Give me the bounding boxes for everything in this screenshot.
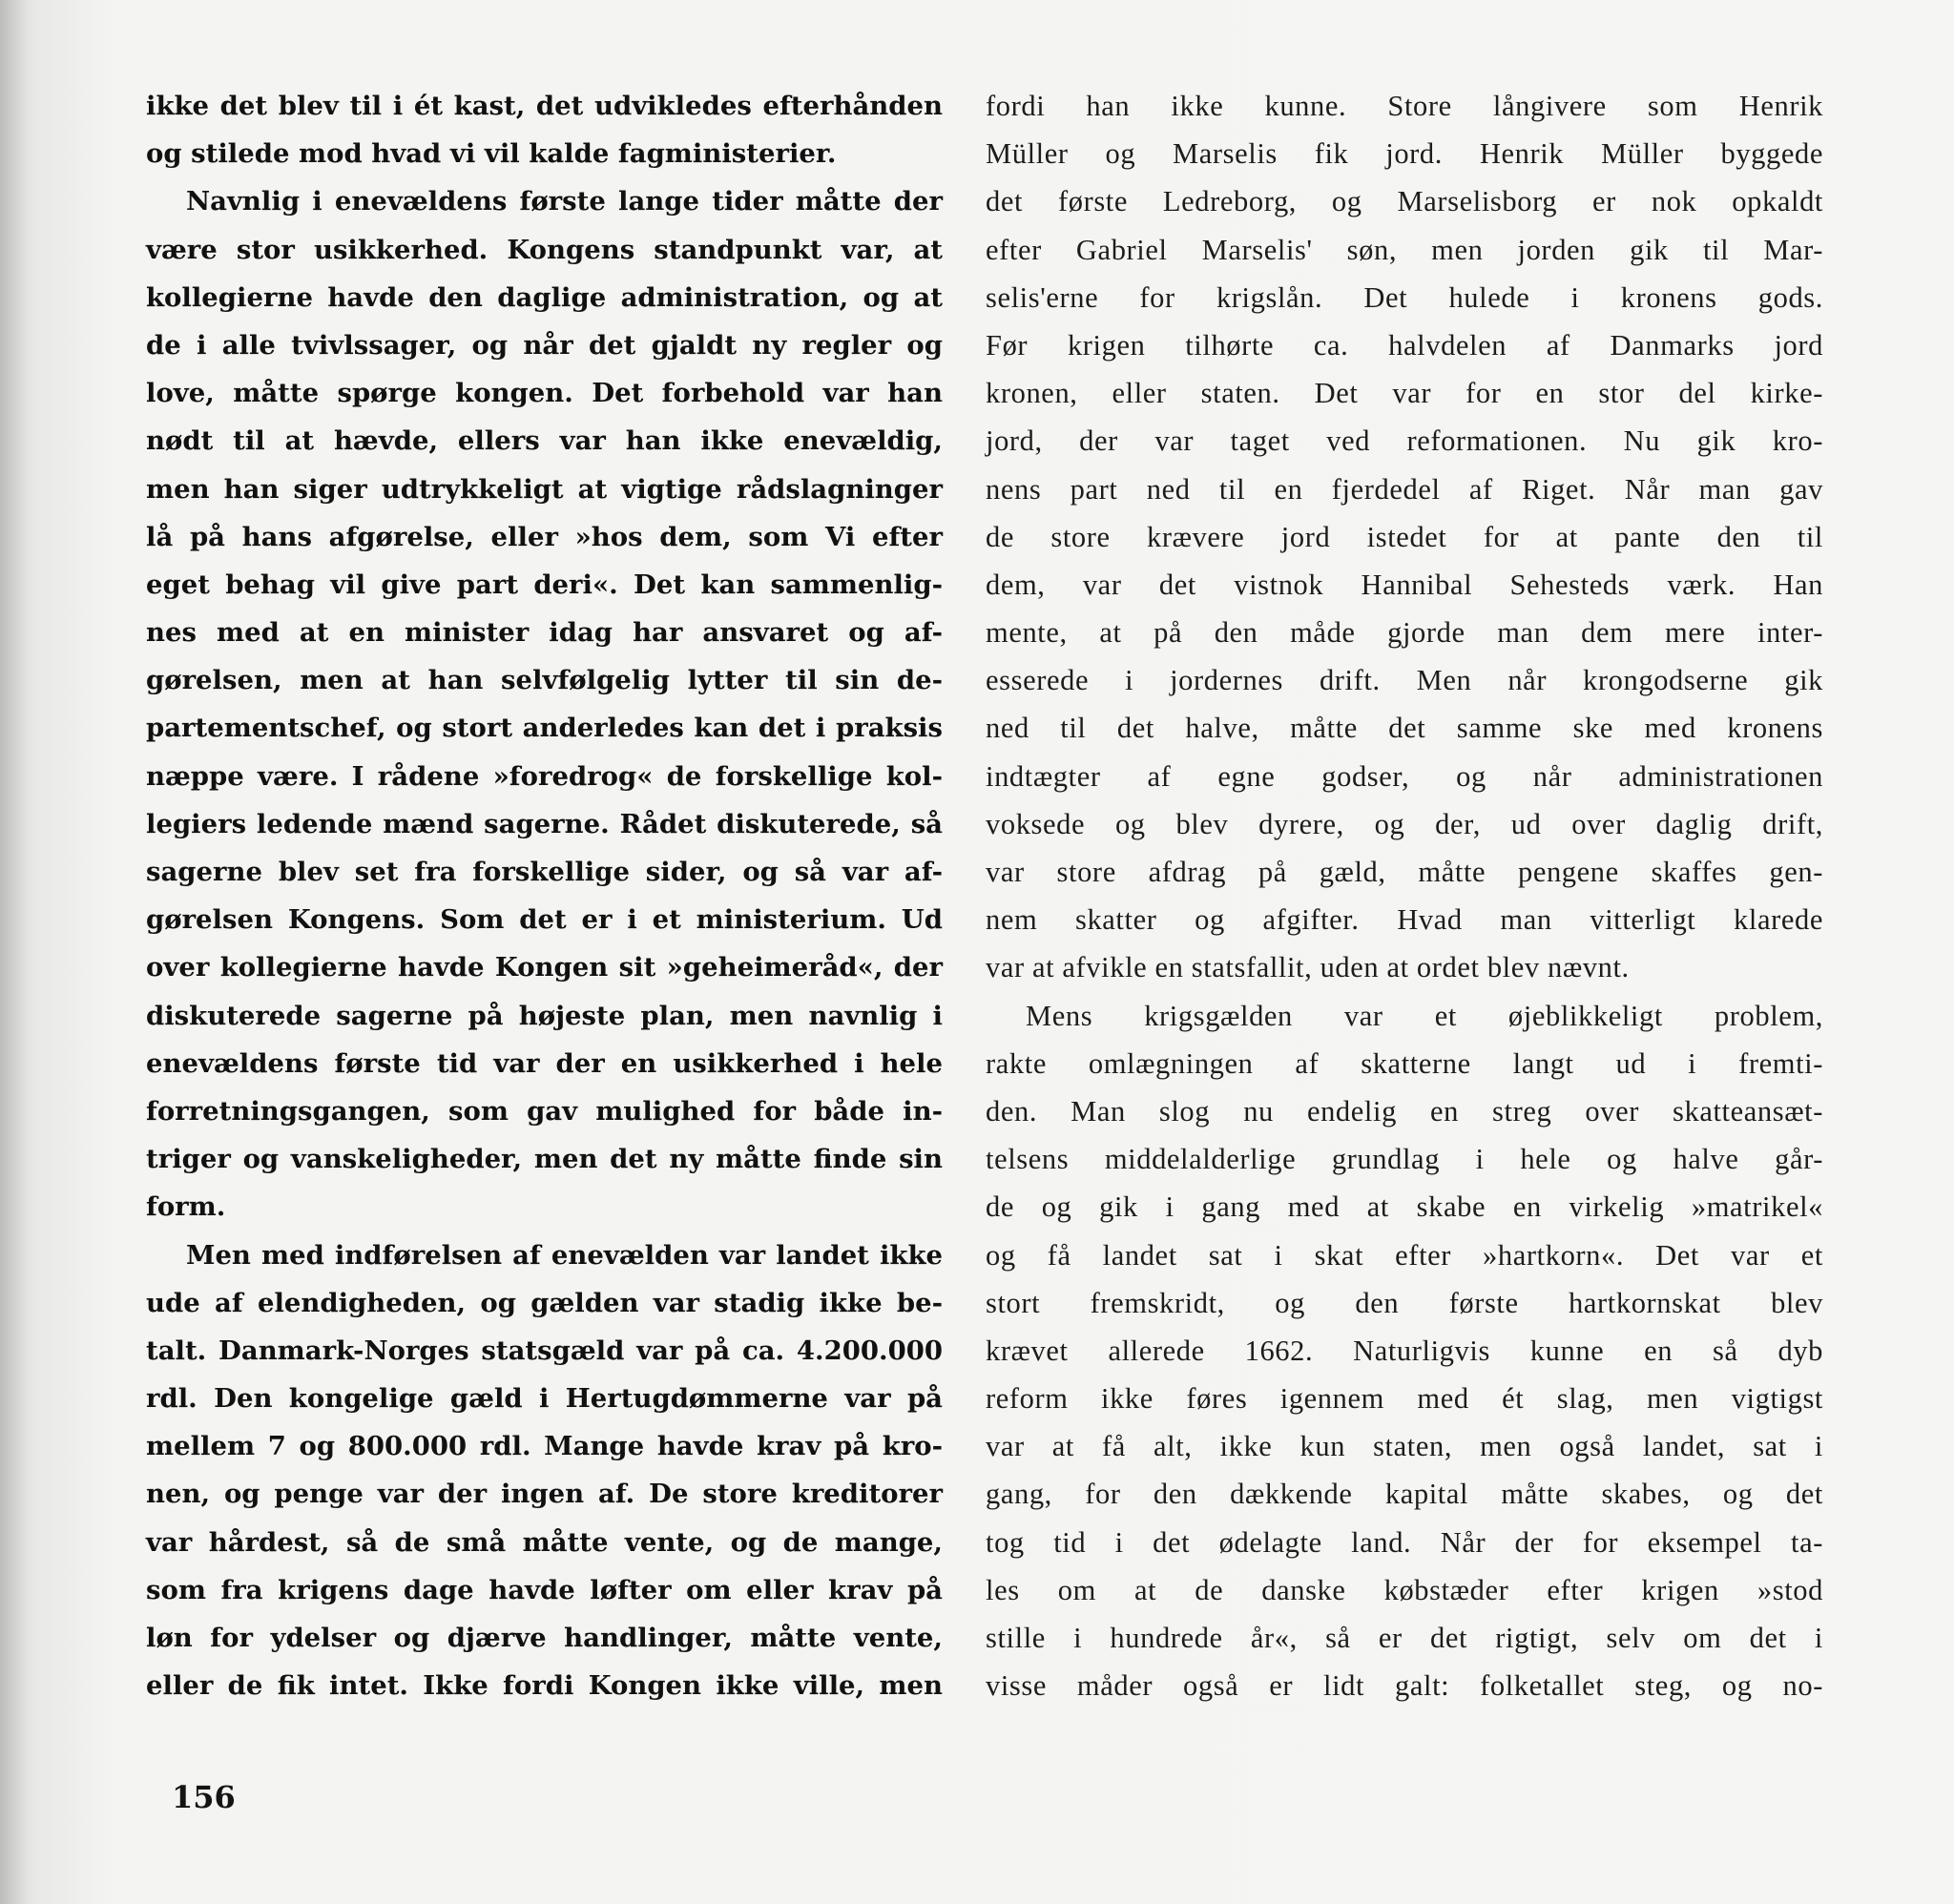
left-text-column — [146, 82, 943, 1709]
text-line: nens part ned til en fjerdedel af Riget. Når man gav — [986, 472, 1823, 506]
text-line: gang, for den dækkende kapital måtte skabes, og det — [986, 1478, 1823, 1511]
text-line: diskuterede sagerne på højeste plan, men navnlig i — [146, 1000, 943, 1031]
text-line: love, måtte spørge kongen. Det forbehold var han — [146, 378, 943, 409]
text-line: det første Ledreborg, og Marselisborg er nok opkaldt — [986, 185, 1823, 218]
text-line: stille i hundrede år«, så er det rigtigt, selv om det i — [986, 1622, 1823, 1654]
text-line: ned til det halve, måtte det samme ske med kronens — [986, 712, 1823, 745]
text-line: form. — [146, 1191, 226, 1223]
page-number: 156 — [172, 1779, 236, 1815]
text-line: den. Man slog nu endelig en streg over skatteansæt- — [986, 1094, 1823, 1128]
text-line: ude af elendigheden, og gælden var stadig ikke be- — [146, 1287, 943, 1318]
text-line: krævet allerede 1662. Naturligvis kunne en så dyb — [986, 1334, 1823, 1367]
text-line: var hårdest, så de små måtte vente, og de mange, — [146, 1526, 943, 1558]
text-line: telsens middelalderlige grundlag i hele og halve går- — [986, 1143, 1823, 1176]
text-line: og stilede mod hvad vi vil kalde fagministerier. — [146, 138, 837, 170]
text-line: legiers ledende mænd sagerne. Rådet diskuterede, så — [146, 808, 943, 839]
text-line: de i alle tvivlssager, og når det gjaldt ny regler og — [146, 329, 943, 361]
text-line: partementschef, og stort anderledes kan det i praksis — [146, 713, 943, 744]
text-line: Navnlig i enevældens første lange tider måtte der — [186, 186, 943, 217]
right-text-column — [986, 82, 1823, 1709]
text-line: efter Gabriel Marselis' søn, men jorden gik til Mar- — [986, 233, 1823, 266]
text-line: gørelsen Kongens. Som det er i et ministerium. Ud — [146, 904, 943, 936]
text-line: voksede og blev dyrere, og der, ud over daglig drift, — [986, 807, 1823, 840]
text-line: var at afvikle en statsfallit, uden at ordet blev nævnt. — [986, 951, 1630, 984]
text-line: les om at de danske købstæder efter krigen »stod — [986, 1573, 1823, 1606]
text-line: mente, at på den måde gjorde man dem mere inter- — [986, 616, 1823, 650]
text-line: sagerne blev set fra forskellige sider, og så var af- — [146, 857, 943, 887]
text-line: næppe være. I rådene »foredrog« de forskellige kol- — [146, 760, 943, 792]
text-line: triger og vanskeligheder, men det ny måtte finde sin — [146, 1144, 943, 1175]
text-line: ikke det blev til i ét kast, det udvikledes efterhånden — [146, 91, 943, 121]
text-line: fordi han ikke kunne. Store långivere som Henrik — [986, 90, 1823, 122]
text-line: eller de fik intet. Ikke fordi Kongen ikke ville, men — [146, 1670, 943, 1702]
text-line: nødt til at hævde, ellers var han ikke enevældig, — [146, 425, 943, 457]
text-line: forretningsgangen, som gav mulighed for både in- — [146, 1095, 943, 1127]
text-line: esserede i jordernes drift. Men når krongodserne gik — [986, 664, 1823, 697]
binding-shadow — [0, 0, 27, 1904]
text-line: løn for ydelser og djærve handlinger, måtte vente, — [146, 1623, 943, 1653]
text-line: mellem 7 og 800.000 rdl. Mange havde krav på kro- — [146, 1431, 943, 1462]
text-line: lå på hans afgørelse, eller »hos dem, som Vi efter — [146, 521, 943, 552]
text-line: jord, der var taget ved reformationen. Nu gik kro- — [986, 424, 1823, 458]
text-line: Mens krigsgælden var et øjeblikkeligt problem, — [1026, 999, 1823, 1032]
text-line: Men med indførelsen af enevælden var landet ikke — [186, 1239, 943, 1271]
text-line: visse måder også er lidt galt: folketallet steg, og no- — [986, 1669, 1823, 1703]
text-line: var store afdrag på gæld, måtte pengene skaffes gen- — [986, 856, 1823, 888]
text-line: stort fremskridt, og den første hartkornskat blev — [986, 1286, 1823, 1319]
text-line: eget behag vil give part deri«. Det kan sammenlig- — [146, 569, 943, 600]
text-line: selis'erne for krigslån. Det hulede i kronens gods. — [986, 280, 1823, 314]
text-line: de store krævere jord istedet for at pante den til — [986, 520, 1823, 553]
text-line: talt. Danmark-Norges statsgæld var på ca. 4.200.000 — [146, 1335, 943, 1366]
text-line: som fra krigens dage havde løfter om eller krav på — [146, 1574, 943, 1605]
text-line: kronen, eller staten. Det var for en stor del kirke- — [986, 377, 1823, 410]
text-line: reform ikke føres igennem med ét slag, men vigtigst — [986, 1382, 1823, 1416]
text-line: rakte omlægningen af skatterne langt ud i fremti- — [986, 1046, 1823, 1080]
text-line: nes med at en minister idag har ansvaret og af- — [146, 617, 943, 649]
text-line: Før krigen tilhørte ca. halvdelen af Danmarks jord — [986, 328, 1823, 362]
text-line: indtægter af egne godser, og når administrationen — [986, 759, 1823, 793]
text-line: men han siger udtrykkeligt at vigtige rådslagninger — [146, 473, 943, 505]
text-line: de og gik i gang med at skabe en virkelig »matrikel« — [986, 1190, 1823, 1224]
text-line: være stor usikkerhed. Kongens standpunkt var, at — [146, 234, 943, 265]
text-line: gørelsen, men at han selvfølgelig lytter til sin de- — [146, 665, 943, 696]
text-line: tog tid i det ødelagte land. Når der for eksempel ta- — [986, 1525, 1823, 1559]
text-line: over kollegierne havde Kongen sit »geheimeråd«, der — [146, 952, 943, 983]
text-line: og få landet sat i skat efter »hartkorn«. Det var et — [986, 1238, 1823, 1272]
text-line: kollegierne havde den daglige administration, og at — [146, 281, 943, 313]
text-line: enevældens første tid var der en usikkerhed i hele — [146, 1047, 943, 1079]
text-line: nen, og penge var der ingen af. De store kreditorer — [146, 1479, 943, 1510]
text-line: var at få alt, ikke kun staten, men også landet, sat i — [986, 1430, 1823, 1463]
text-line: nem skatter og afgifter. Hvad man vitterligt klarede — [986, 903, 1823, 937]
text-line: rdl. Den kongelige gæld i Hertugdømmerne var på — [146, 1383, 943, 1415]
text-line: Müller og Marselis fik jord. Henrik Müller byggede — [986, 137, 1823, 171]
text-line: dem, var det vistnok Hannibal Sehesteds værk. Han — [986, 568, 1823, 601]
